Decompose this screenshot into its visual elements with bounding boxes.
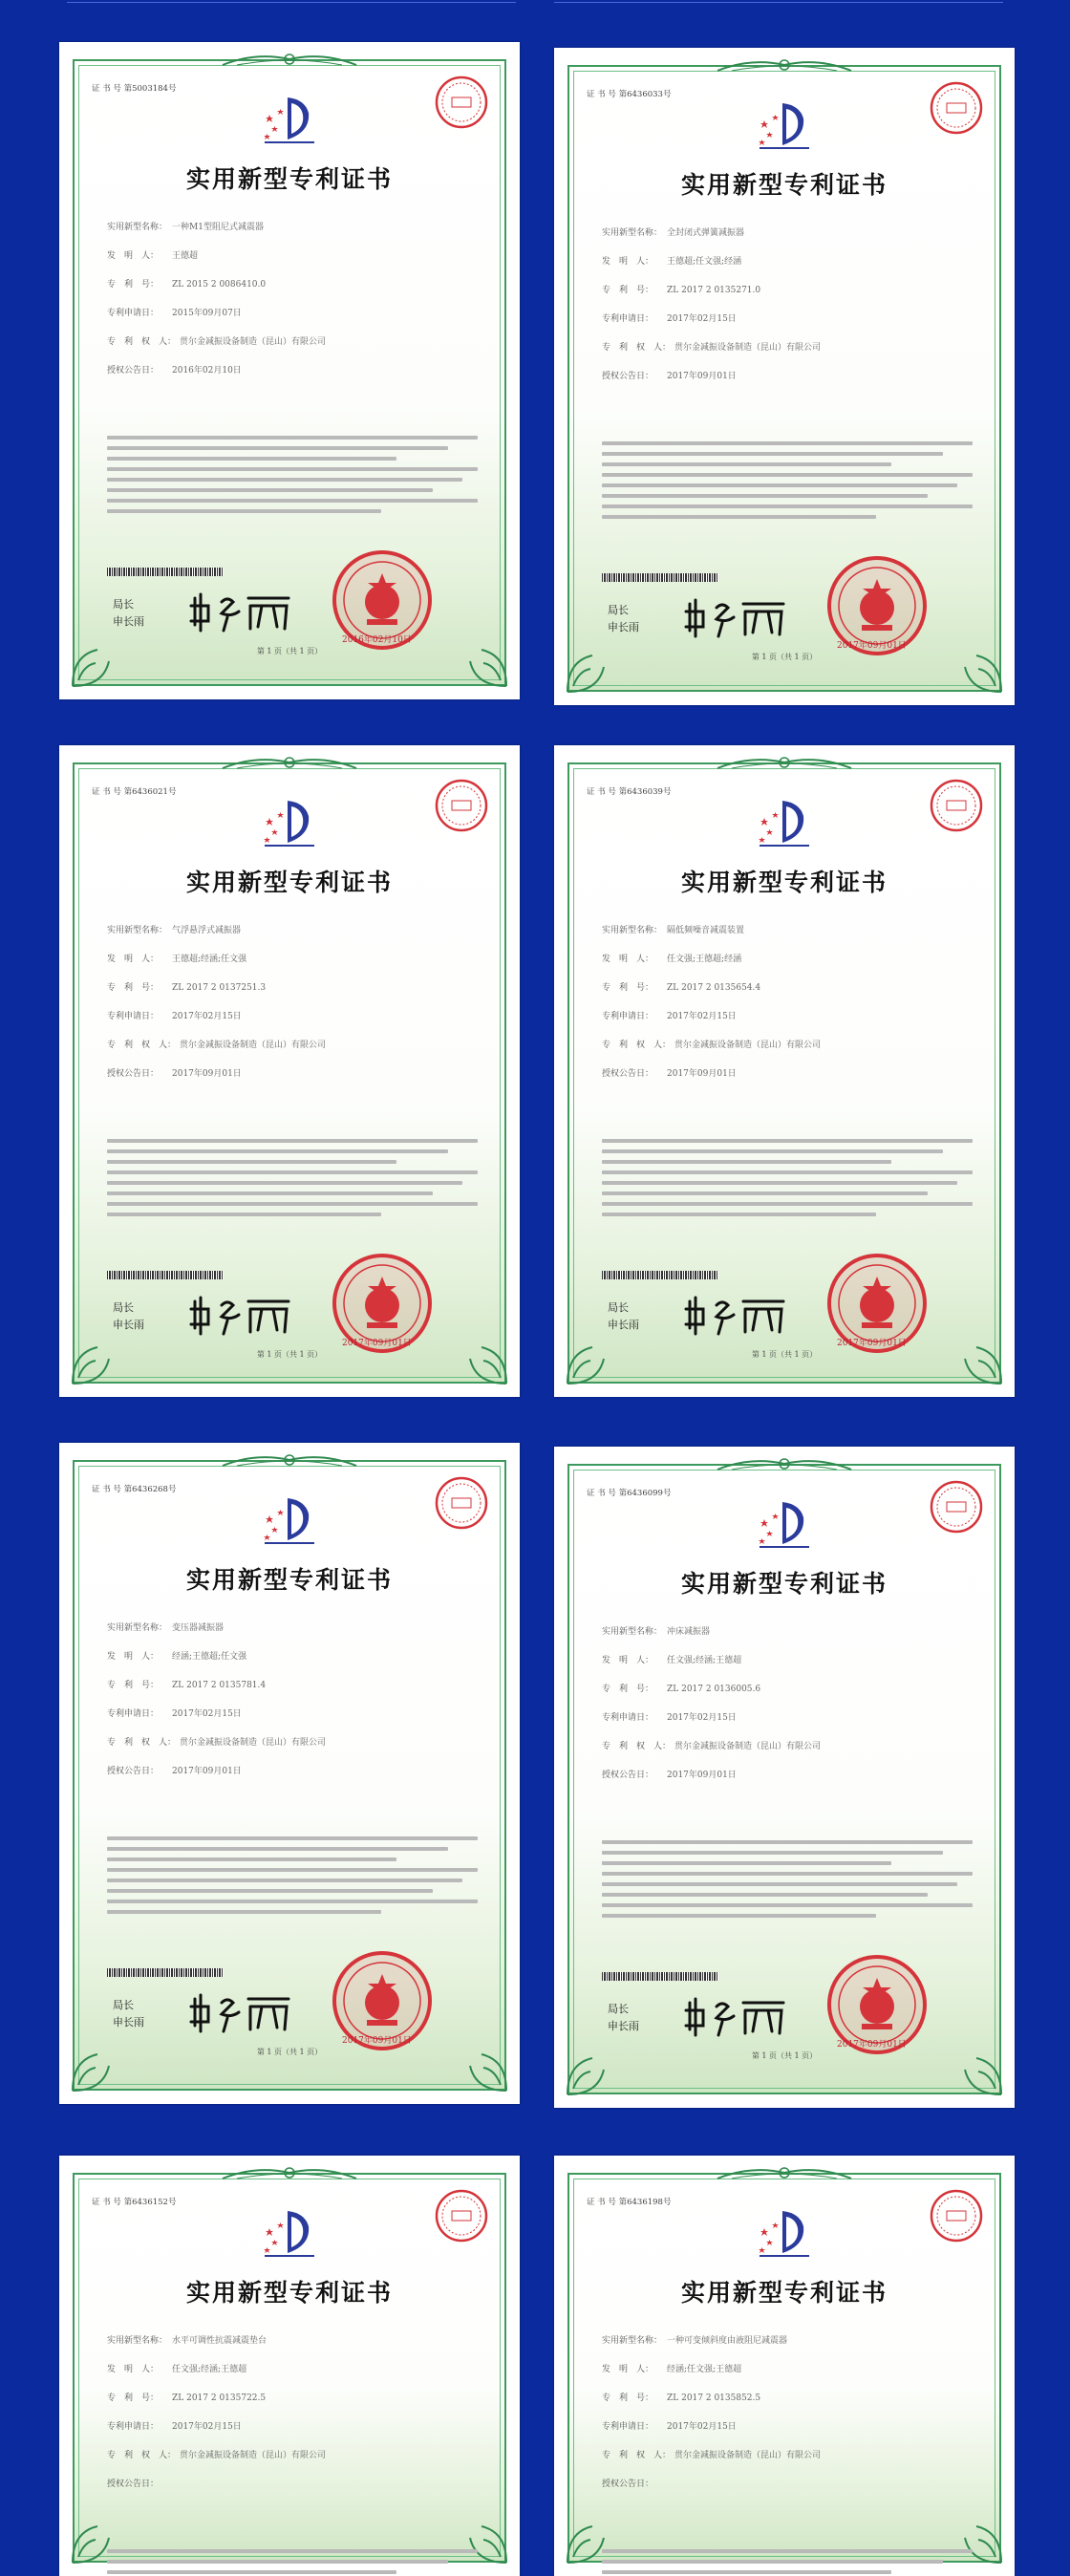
field-label: 专利申请日： (107, 2422, 160, 2432)
quality-stamp-icon (929, 1479, 984, 1535)
certificate-field (602, 1741, 973, 1770)
field-value: 任文强;经涵;王德超 (172, 2365, 247, 2374)
certificate-field (602, 227, 973, 256)
certificate-body-text (602, 2549, 973, 2576)
certificate-number: 证 书 号 第5003184号 (92, 84, 177, 94)
certificate-fields (602, 2335, 973, 2507)
certificate-frame (73, 762, 506, 1384)
quality-stamp-icon (929, 2188, 984, 2243)
field-label: 专 利 号： (602, 1685, 654, 1694)
certificate-frame (73, 1460, 506, 2091)
corner-ornament-icon (952, 642, 1005, 696)
ornament-icon (713, 55, 856, 76)
signature-labels (608, 1299, 639, 1334)
director-title: 局长 (608, 604, 629, 616)
certificate-frame (567, 65, 1001, 692)
field-label: 专利申请日： (602, 1012, 654, 1021)
certificate-card (554, 2156, 1015, 2576)
field-label: 发 明 人： (602, 1656, 654, 1665)
field-label: 实用新型名称： (602, 926, 663, 935)
field-value: ZL 2015 2 0086410.0 (172, 280, 267, 290)
certificate-field (602, 285, 973, 313)
certificate-frame (567, 762, 1001, 1384)
field-value: ZL 2017 2 0135271.0 (667, 286, 761, 295)
field-label: 实用新型名称： (107, 1623, 168, 1633)
quality-stamp-icon (929, 778, 984, 833)
certificate-field (602, 1068, 973, 1097)
field-value: 贯尔金减振设备制造（昆山）有限公司 (674, 1742, 822, 1751)
director-title: 局长 (113, 1301, 134, 1314)
field-label: 专 利 权 人： (602, 343, 672, 353)
certificate-title: 实用新型专利证书 (185, 2279, 393, 2307)
certificate-number: 证 书 号 第6436021号 (92, 787, 177, 797)
field-value: 2017年09月01日 (667, 1771, 737, 1780)
certificate-field (602, 2421, 973, 2450)
corner-ornament-icon (952, 1334, 1005, 1387)
certificate-field (602, 371, 973, 399)
patent-office-emblem-icon (754, 1498, 815, 1552)
field-label: 专 利 号： (107, 983, 160, 993)
certificate-field (107, 2364, 478, 2393)
field-label: 授权公告日： (107, 366, 160, 376)
seal-date: 2016年02月10日 (342, 635, 412, 645)
certificate-body-text (602, 1840, 973, 1924)
field-label: 专 利 权 人： (107, 1738, 177, 1748)
certificate-field (602, 2393, 973, 2421)
field-value: 任文强;经涵;王德超 (667, 1656, 742, 1665)
ornament-icon (713, 2163, 856, 2184)
field-value: 贯尔金减振设备制造（昆山）有限公司 (180, 2451, 327, 2460)
field-value: 隔低频噪音减震装置 (667, 926, 745, 935)
field-label: 实用新型名称： (107, 926, 168, 935)
field-label: 专利申请日： (602, 2422, 654, 2432)
certificate-field (107, 250, 478, 279)
certificate-field (107, 2450, 478, 2479)
patent-office-emblem-icon (259, 94, 320, 147)
field-value: 2017年02月15日 (667, 1713, 737, 1723)
certificate-field (602, 1770, 973, 1798)
certificate-field (107, 1040, 478, 1068)
ornament-icon (218, 753, 361, 774)
field-label: 专 利 号： (107, 2394, 160, 2403)
certificate-field (602, 256, 973, 285)
barcode (602, 1972, 718, 1981)
certificate-field (602, 313, 973, 342)
certificate-field (602, 342, 973, 371)
field-value: 2017年02月15日 (172, 2422, 242, 2432)
field-label: 专 利 权 人： (107, 2451, 177, 2460)
field-label: 专 利 权 人： (602, 1041, 672, 1050)
field-label: 授权公告日： (602, 1771, 654, 1780)
signature-labels (113, 596, 144, 631)
director-title: 局长 (608, 1301, 629, 1314)
certificate-number: 证 书 号 第6436033号 (587, 90, 672, 99)
certificate-field (107, 1622, 478, 1651)
field-label: 发 明 人： (107, 251, 160, 261)
certificate-field (107, 365, 478, 394)
certificate-field (602, 1040, 973, 1068)
patent-office-emblem-icon (754, 99, 815, 153)
field-label: 专 利 权 人： (602, 1742, 672, 1751)
field-value: 贯尔金减振设备制造（昆山）有限公司 (674, 343, 822, 353)
field-label: 实用新型名称： (107, 223, 168, 232)
certificate-card (554, 48, 1015, 705)
field-label: 专 利 号： (602, 2394, 654, 2403)
field-label: 授权公告日： (107, 1069, 160, 1079)
field-label: 授权公告日： (107, 1767, 160, 1776)
field-label: 发 明 人： (602, 257, 654, 267)
certificate-field (602, 1011, 973, 1040)
patent-office-emblem-icon (754, 797, 815, 850)
certificate-field (107, 1680, 478, 1708)
certificate-field (107, 1651, 478, 1680)
field-value: 2017年02月15日 (667, 314, 737, 324)
certificate-field (602, 2364, 973, 2393)
certificate-field (602, 1655, 973, 1684)
handwritten-signature-icon (684, 594, 799, 640)
corner-ornament-icon (69, 1334, 122, 1387)
certificate-field (602, 1626, 973, 1655)
field-value: 2017年02月15日 (667, 2422, 737, 2432)
field-value: ZL 2017 2 0135852.5 (667, 2394, 761, 2403)
certificate-fields (602, 1626, 973, 1798)
field-value: 变压器减振器 (172, 1623, 225, 1633)
director-name: 申长雨 (608, 2020, 639, 2032)
signature-labels (608, 602, 639, 636)
field-label: 专 利 权 人： (602, 2451, 672, 2460)
seal-date: 2017年09月01日 (342, 1339, 412, 1348)
field-value: 经涵;任文强;王德超 (667, 2365, 742, 2374)
certificate-field (602, 2450, 973, 2479)
certificate-fields (107, 2335, 478, 2507)
seal-date: 2017年09月01日 (837, 2040, 907, 2050)
certificate-frame (567, 2173, 1001, 2563)
page-number: 第 1 页（共 1 页） (751, 2051, 818, 2060)
field-label: 专利申请日： (602, 1713, 654, 1723)
field-label: 专 利 号： (107, 1681, 160, 1690)
certificate-number: 证 书 号 第6436152号 (92, 2198, 177, 2207)
certificate-field (107, 1766, 478, 1794)
field-value: 王德超;经涵;任文强 (172, 955, 247, 964)
certificate-field (107, 336, 478, 365)
signature-labels (113, 1299, 144, 1334)
field-value: 2017年02月15日 (172, 1012, 242, 1021)
field-value: 贯尔金减振设备制造（昆山）有限公司 (180, 337, 327, 347)
field-label: 实用新型名称： (602, 228, 663, 238)
director-title: 局长 (113, 598, 134, 611)
field-label: 实用新型名称： (602, 1627, 663, 1637)
certificate-body-text (107, 436, 478, 520)
field-label: 发 明 人： (107, 955, 160, 964)
certificate-title: 实用新型专利证书 (680, 1570, 888, 1598)
field-label: 专利申请日： (107, 1709, 160, 1719)
quality-stamp-icon (434, 1475, 489, 1531)
field-value: 2017年09月01日 (667, 1069, 737, 1079)
field-label: 实用新型名称： (602, 2336, 663, 2346)
field-label: 专 利 权 人： (107, 1041, 177, 1050)
ornament-icon (713, 1454, 856, 1475)
page-number: 第 1 页（共 1 页） (751, 653, 818, 661)
certificate-title: 实用新型专利证书 (680, 869, 888, 896)
field-value: 王德超;任文强;经涵 (667, 257, 742, 267)
certificate-field (107, 222, 478, 250)
handwritten-signature-icon (189, 589, 304, 634)
certificate-card (59, 1443, 520, 2104)
field-value: 贯尔金减振设备制造（昆山）有限公司 (674, 2451, 822, 2460)
page-number: 第 1 页（共 1 页） (256, 2048, 323, 2056)
certificate-title: 实用新型专利证书 (680, 171, 888, 199)
certificate-field (107, 2335, 478, 2364)
field-label: 发 明 人： (602, 2365, 654, 2374)
certificate-field (107, 1011, 478, 1040)
barcode (602, 1271, 718, 1279)
barcode (602, 573, 718, 582)
certificate-field (107, 2421, 478, 2450)
certificate-field (602, 2335, 973, 2364)
corner-ornament-icon (69, 636, 122, 690)
certificate-number: 证 书 号 第6436268号 (92, 1485, 177, 1494)
quality-stamp-icon (929, 80, 984, 136)
field-value: ZL 2017 2 0135722.5 (172, 2394, 267, 2403)
certificate-card (554, 745, 1015, 1397)
quality-stamp-icon (434, 75, 489, 130)
certificate-title: 实用新型专利证书 (185, 869, 393, 896)
handwritten-signature-icon (684, 1292, 799, 1338)
handwritten-signature-icon (189, 1989, 304, 2035)
certificate-card (59, 42, 520, 699)
page-number: 第 1 页（共 1 页） (256, 1350, 323, 1359)
certificate-body-text (107, 2549, 478, 2576)
patent-office-emblem-icon (259, 797, 320, 850)
certificate-field (602, 982, 973, 1011)
field-value: 2017年02月15日 (667, 1012, 737, 1021)
page-number: 第 1 页（共 1 页） (256, 647, 323, 655)
field-label: 专利申请日： (107, 1012, 160, 1021)
field-label: 发 明 人： (107, 2365, 160, 2374)
certificate-field (602, 2479, 973, 2507)
signature-labels (113, 1997, 144, 2031)
ornament-icon (218, 2163, 361, 2184)
certificate-field (107, 1708, 478, 1737)
certificate-frame (567, 1464, 1001, 2094)
barcode (107, 1271, 224, 1279)
field-label: 授权公告日： (602, 1069, 654, 1079)
field-value: 气浮悬浮式减振器 (172, 926, 242, 935)
certificate-card (59, 745, 520, 1397)
certificate-card (59, 2156, 520, 2576)
handwritten-signature-icon (684, 1993, 799, 2039)
certificate-body-text (602, 1139, 973, 1223)
field-value: 2017年09月01日 (172, 1069, 242, 1079)
quality-stamp-icon (434, 778, 489, 833)
page-number: 第 1 页（共 1 页） (751, 1350, 818, 1359)
certificate-body-text (107, 1139, 478, 1223)
field-label: 授权公告日： (107, 2479, 160, 2489)
seal-date: 2017年09月01日 (837, 1339, 907, 1348)
seal-date: 2017年09月01日 (837, 641, 907, 651)
field-value: 一种M1型阻尼式减震器 (172, 223, 264, 232)
field-label: 授权公告日： (602, 2479, 654, 2489)
director-name: 申长雨 (608, 621, 639, 633)
certificate-title: 实用新型专利证书 (185, 165, 393, 193)
field-value: 贯尔金减振设备制造（昆山）有限公司 (674, 1041, 822, 1050)
field-value: 2017年02月15日 (172, 1709, 242, 1719)
field-value: ZL 2017 2 0137251.3 (172, 983, 267, 993)
field-value: 贯尔金减振设备制造（昆山）有限公司 (180, 1738, 327, 1748)
certificate-number: 证 书 号 第6436099号 (587, 1489, 672, 1498)
field-label: 专 利 号： (602, 983, 654, 993)
corner-ornament-icon (457, 636, 510, 690)
field-value: 2017年09月01日 (172, 1767, 242, 1776)
field-value: 一种可变倾斜度由液阻尼减震器 (667, 2336, 788, 2346)
corner-ornament-icon (564, 1334, 617, 1387)
field-value: 水平可调性抗震减震垫台 (172, 2336, 268, 2346)
director-name: 申长雨 (113, 2016, 144, 2029)
certificate-fields (107, 222, 478, 394)
certificate-field (107, 1068, 478, 1097)
director-title: 局长 (608, 2003, 629, 2015)
director-name: 申长雨 (113, 1319, 144, 1331)
certificate-field (602, 954, 973, 982)
field-value: 王德超 (172, 251, 199, 261)
certificate-fields (602, 925, 973, 1097)
handwritten-signature-icon (189, 1292, 304, 1338)
certificate-number: 证 书 号 第6436039号 (587, 787, 672, 797)
certificate-fields (107, 925, 478, 1097)
field-label: 专利申请日： (602, 314, 654, 324)
barcode (107, 1968, 224, 1977)
signature-labels (608, 2001, 639, 2035)
certificate-field (107, 2479, 478, 2507)
certificate-field (107, 308, 478, 336)
field-value: 2016年02月10日 (172, 366, 242, 376)
corner-ornament-icon (564, 642, 617, 696)
patent-office-emblem-icon (259, 2207, 320, 2261)
field-value: ZL 2017 2 0136005.6 (667, 1685, 761, 1694)
field-value: 全封闭式弹簧减振器 (667, 228, 745, 238)
field-value: ZL 2017 2 0135654.4 (667, 983, 761, 993)
certificate-field (107, 982, 478, 1011)
field-value: 2015年09月07日 (172, 309, 242, 318)
field-value: 2017年09月01日 (667, 372, 737, 381)
field-label: 发 明 人： (602, 955, 654, 964)
field-label: 授权公告日： (602, 372, 654, 381)
field-label: 专利申请日： (107, 309, 160, 318)
field-value: 贯尔金减振设备制造（昆山）有限公司 (180, 1041, 327, 1050)
certificate-title: 实用新型专利证书 (680, 2279, 888, 2307)
certificate-field (107, 1737, 478, 1766)
certificate-field (107, 279, 478, 308)
certificate-fields (602, 227, 973, 399)
field-label: 实用新型名称： (107, 2336, 168, 2346)
certificate-field (107, 954, 478, 982)
certificate-number: 证 书 号 第6436198号 (587, 2198, 672, 2207)
corner-ornament-icon (457, 1334, 510, 1387)
director-title: 局长 (113, 1999, 134, 2011)
quality-stamp-icon (434, 2188, 489, 2243)
certificate-body-text (107, 1836, 478, 1921)
certificate-frame (73, 59, 506, 686)
certificate-fields (107, 1622, 478, 1794)
field-label: 发 明 人： (107, 1652, 160, 1662)
field-value: ZL 2017 2 0135781.4 (172, 1681, 267, 1690)
field-value: 任文强;王德超;经涵 (667, 955, 742, 964)
patent-office-emblem-icon (259, 1494, 320, 1548)
certificate-frame (73, 2173, 506, 2563)
director-name: 申长雨 (608, 1319, 639, 1331)
certificate-field (602, 1712, 973, 1741)
top-strip (0, 0, 1070, 10)
seal-date: 2017年09月01日 (342, 2036, 412, 2046)
certificate-card (554, 1447, 1015, 2108)
field-label: 专 利 号： (602, 286, 654, 295)
certificate-title: 实用新型专利证书 (185, 1566, 393, 1594)
patent-office-emblem-icon (754, 2207, 815, 2261)
ornament-icon (218, 1450, 361, 1471)
ornament-icon (218, 50, 361, 71)
certificate-field (602, 925, 973, 954)
certificate-field (107, 2393, 478, 2421)
certificate-field (107, 925, 478, 954)
field-value: 经涵;王德超;任文强 (172, 1652, 247, 1662)
field-label: 专 利 号： (107, 280, 160, 290)
director-name: 申长雨 (113, 615, 144, 628)
certificate-body-text (602, 441, 973, 526)
certificate-field (602, 1684, 973, 1712)
field-label: 专 利 权 人： (107, 337, 177, 347)
barcode (107, 568, 224, 576)
field-value: 冲床减振器 (667, 1627, 711, 1637)
ornament-icon (713, 753, 856, 774)
